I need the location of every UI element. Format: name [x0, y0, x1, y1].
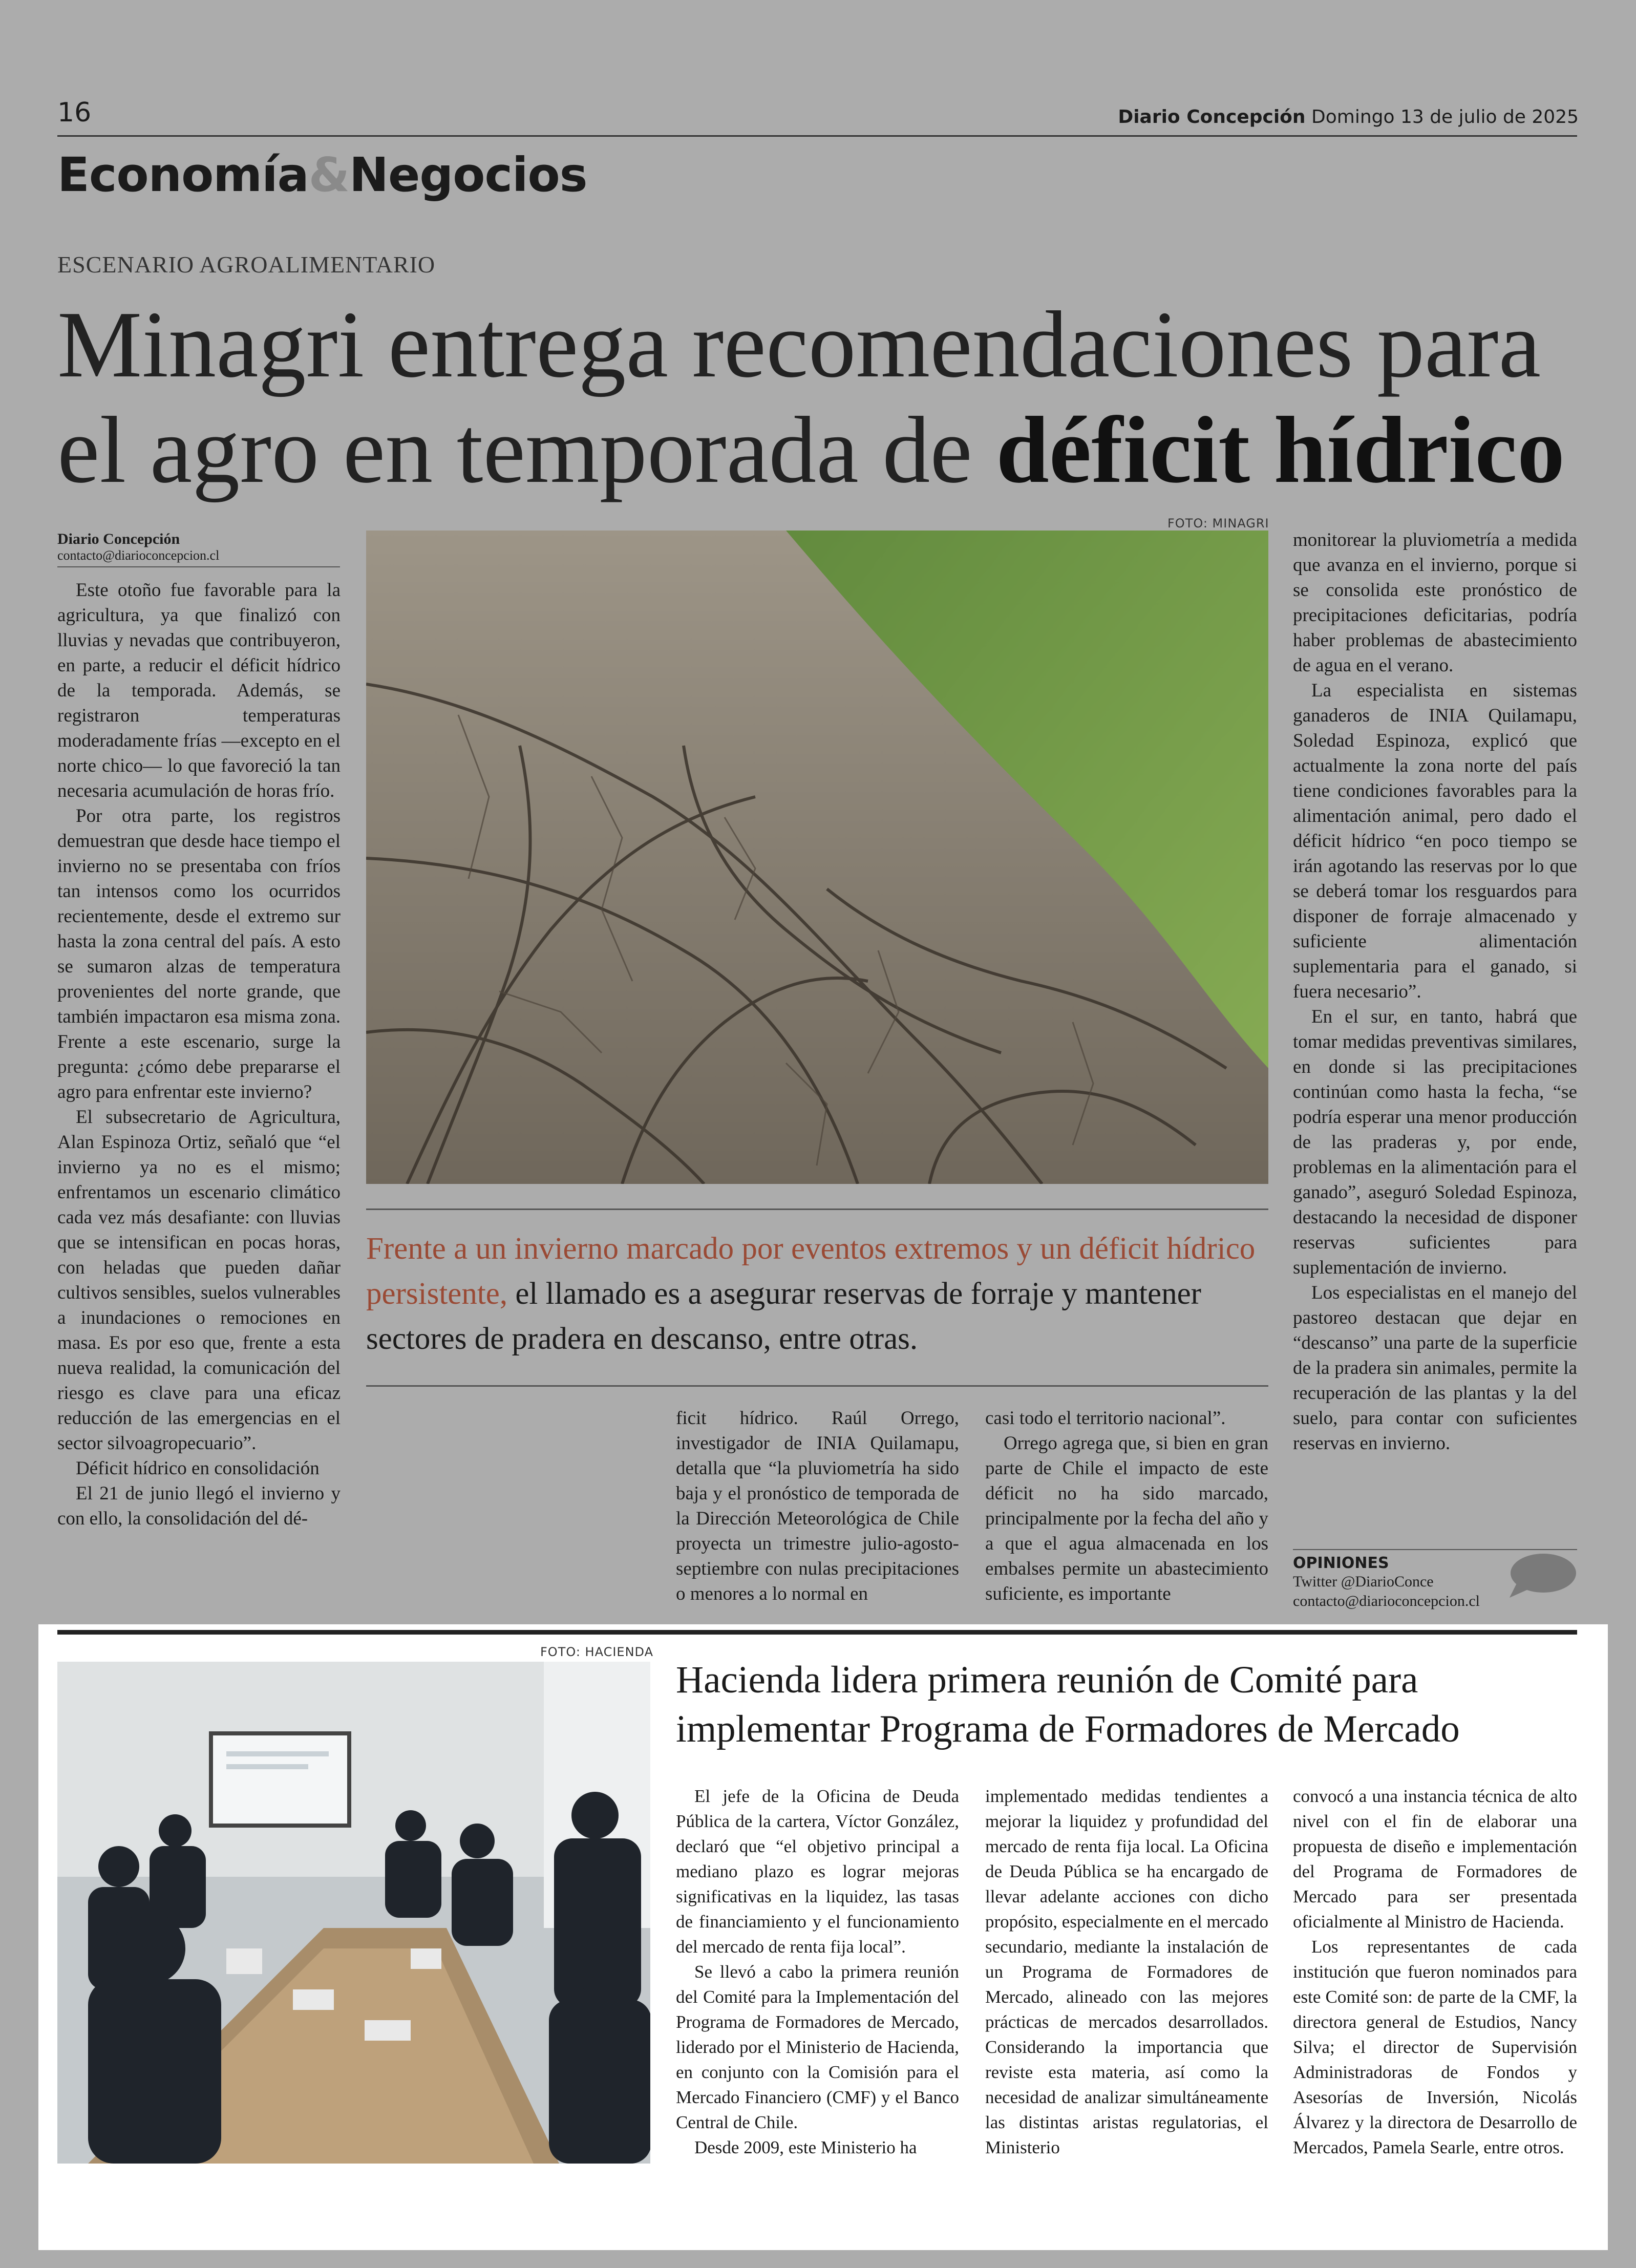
paragraph: Por otra parte, los registros demuestran que desde hace tiempo el invierno no se presentaba con fríos tan intensos como los ocurridos recientemente, desde el extremo sur hasta la zona central del país. A esto se sumaron alzas de temperatura provenientes del norte grande, que también impactaron esa misma zona. Frente a este escenario, surge la pregunta: ¿cómo debe prepararse el agro para enfrentar este invierno?	[57, 806, 341, 1103]
secondary-column-3	[1293, 1784, 1577, 2160]
paragraph: Los representantes de cada institución que fueron nominados para este Comité son: de parte de la CMF, la directora general de Estudios, Nancy Silva; el director de Supervisión Administradoras de Fondos y Asesorías de Inversión, Nicolás Álvarez y la directora de Desarrollo de Mercados, Pamela Searle, entre otros.	[1293, 1937, 1577, 2157]
paragraph: Este otoño fue favorable para la agricultura, ya que finalizó con lluvias y nevadas que contribuyeron, en parte, a reducir el déficit hídrico de la temporada. Además, se registraron temperaturas moderadamente frías —excepto en el norte chico— lo que favoreció la tan necesaria acumulación de horas frío.	[57, 580, 341, 801]
secondary-headline: Hacienda lidera primera reunión de Comité para implementar Programa de Formadores de Mercado	[676, 1659, 1460, 1750]
secondary-article-rule	[57, 1630, 1577, 1635]
subheading: Déficit hídrico en consolidación	[76, 1458, 320, 1479]
paragraph: convocó a una instancia técnica de alto nivel con el fin de elaborar una propuesta de diseño e implementación del Programa de Formadores de Mercado para ser presentada oficialmente al Ministro de Hacienda.	[1293, 1786, 1577, 1932]
paragraph: ficit hídrico. Raúl Orrego, investigador de INIA Quilamapu, detalla que “la pluviometría ha sido baja y el pronóstico de temporada de la Dirección Meteorológica de Chile proyecta un trimestre julio-agosto-septiembre con nulas precipitaciones o menores a lo normal en	[676, 1408, 959, 1604]
paragraph: En el sur, en tanto, habrá que tomar medidas preventivas similares, en donde si las precipitaciones continúan como hasta la fecha, “se podría esperar una menor producción de las praderas y, por ende, problemas en la alimentación para el ganado”, aseguró Soledad Espinoza, destacando la necesidad de disponer reservas suficientes para suplementación de invierno.	[1293, 1006, 1577, 1278]
paragraph: Orrego agrega que, si bien en gran parte de Chile el impacto de este déficit no ha sido marcado, principalmente por la fecha del año y a que el agua almacenada en los embalses permite un abastecimiento suficiente, es importante	[985, 1433, 1268, 1604]
photo-credit: FOTO: HACIENDA	[540, 1645, 654, 1659]
article-column-2	[676, 1406, 959, 1606]
pull-quote: Frente a un invierno marcado por eventos extremos y un déficit hídrico persistente, el llamado es a asegurar reservas de forraje y mantener sectores de pradera en descanso, entre otras.	[366, 1232, 1256, 1356]
cracked-soil-photo	[366, 531, 1268, 1184]
opinions-email: contacto@diarioconcepcion.cl	[1293, 1593, 1480, 1609]
issue-date: Domingo 13 de julio de 2025	[1311, 107, 1579, 128]
secondary-column-2	[985, 1784, 1268, 2160]
article-column-1	[57, 578, 341, 1531]
dateline	[1118, 107, 1579, 128]
paragraph: El jefe de la Oficina de Deuda Pública de la cartera, Víctor González, declaró que “el objetivo principal a mediano plazo es lograr mejoras significativas en la liquidez, las tasas de financiamiento y el funcionamiento del mercado de renta fija local”.	[676, 1786, 959, 1957]
photo-credit: FOTO: MINAGRI	[1167, 516, 1269, 531]
paragraph: Desde 2009, este Ministerio ha	[694, 2137, 917, 2157]
opinions-twitter: Twitter @DiarioConce	[1293, 1573, 1434, 1590]
paragraph: casi todo el territorio nacional”.	[985, 1408, 1226, 1429]
cracked-soil-illustration	[366, 531, 1268, 1184]
opinions-title: OPINIONES	[1293, 1554, 1389, 1572]
section-title: Economía&Negocios	[57, 147, 587, 202]
paragraph: La especialista en sistemas ganaderos de INIA Quilamapu, Soledad Espinoza, explicó que actualmente la zona norte del país tiene condiciones favorables para la alimentación animal, pero dado el déficit hídrico “en poco tiempo se irán agotando las reservas por lo que se deberá tomar los resguardos para disponer de forraje almacenado y suficiente alimentación suplementaria para el ganado, si fuera necesario”.	[1293, 680, 1577, 1002]
meeting-room-illustration	[57, 1662, 650, 2164]
byline	[57, 531, 340, 567]
article-headline: Minagri entrega recomendaciones para el agro en temporada de déficit hídrico	[57, 292, 1565, 503]
page-number: 16	[57, 97, 92, 128]
speech-bubble-icon	[1505, 1552, 1577, 1599]
article-column-3	[985, 1406, 1268, 1606]
article-column-4	[1293, 527, 1577, 1456]
secondary-column-1	[676, 1784, 959, 2160]
pull-quote-rule-top	[366, 1209, 1268, 1210]
byline-email: contacto@diarioconcepcion.cl	[57, 548, 220, 563]
article-kicker: ESCENARIO AGROALIMENTARIO	[57, 251, 436, 278]
paragraph: El subsecretario de Agricultura, Alan Espinoza Ortiz, señaló que “el invierno ya no es el mismo; enfrentamos un escenario climático cada vez más desafiante: con lluvias que se intensifican en pocas horas, con heladas que pueden dañar cultivos sensibles, suelos vulnerables a inundaciones o remociones en masa. Es por eso que, frente a esta nueva realidad, la comunicación del riesgo es clave para una eficaz reducción de las emergencias en el sector silvoagropecuario”.	[57, 1107, 341, 1454]
committee-meeting-photo	[57, 1662, 650, 2164]
paragraph: implementado medidas tendientes a mejorar la liquidez y profundidad del mercado de renta fija local. La Oficina de Deuda Pública se ha encargado de llevar adelante acciones con dicho propósito, especialmente en el mercado secundario, mediante la instalación de un Programa de Formadores de Mercado, alineado con las mejores prácticas de mercados desarrollados. Considerando la importancia que reviste esta materia, así como la necesidad de analizar simultáneamente las distintas aristas regulatorias, el Ministerio	[985, 1786, 1268, 2157]
header-rule	[57, 135, 1577, 137]
newspaper-name: Diario Concepción	[1118, 107, 1306, 128]
pull-quote-rule-bottom	[366, 1385, 1268, 1387]
paragraph: Se llevó a cabo la primera reunión del Comité para la Implementación del Programa de Formadores de Mercado, liderado por el Ministerio de Hacienda, en conjunto con la Comisión para el Mercado Financiero (CMF) y el Banco Central de Chile.	[676, 1962, 959, 2132]
byline-name: Diario Concepción	[57, 531, 180, 547]
paragraph: monitorear la pluviometría a medida que avanza en el invierno, porque si se consolida este pronóstico de precipitaciones deficitarias, podría haber problemas de abastecimiento de agua en el verano.	[1293, 529, 1577, 676]
paragraph: Los especialistas en el manejo del pastoreo destacan que dejar en “descanso” una parte de la superficie de la pradera sin animales, permite la recuperación de las plantas y la del suelo, para contar con suficientes reservas en invierno.	[1293, 1282, 1577, 1454]
paragraph: El 21 de junio llegó el invierno y con ello, la consolidación del dé-	[57, 1483, 341, 1529]
